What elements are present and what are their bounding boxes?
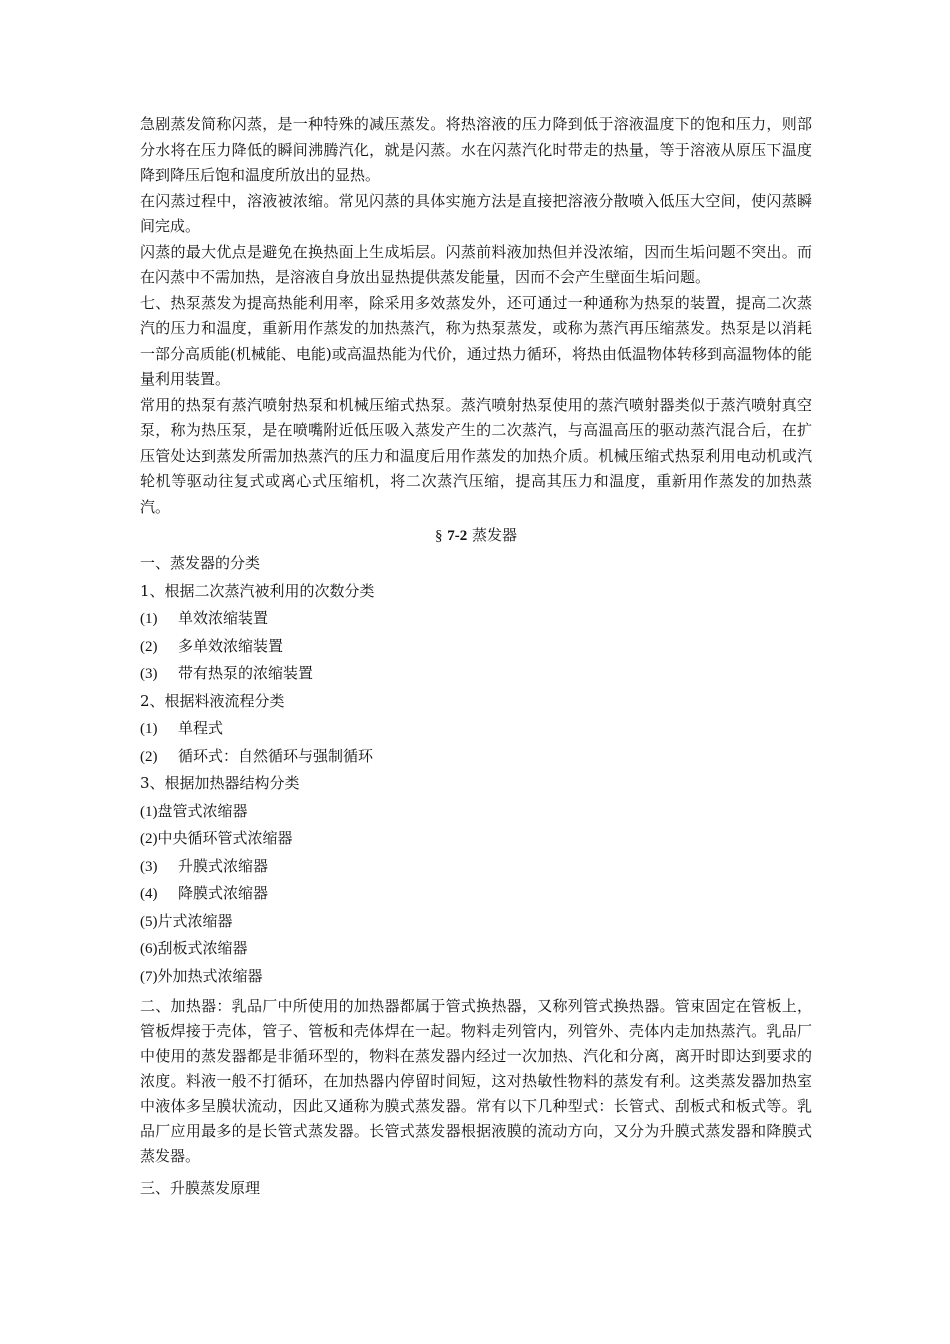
list-text: 中央循环管式浓缩器 <box>157 829 293 847</box>
list-item <box>140 660 812 688</box>
list-text: 升膜式浓缩器 <box>178 856 269 875</box>
paragraph-flash-concentration: 在闪蒸过程中，溶液被浓缩。常见闪蒸的具体实施方法是直接把溶液分散喷入低压大空间，使闪蒸瞬间完成。 <box>140 191 812 235</box>
list-number: (3) <box>140 666 158 682</box>
list-item <box>140 908 812 936</box>
list-text: 循环式：自然循环与强制循环 <box>178 746 374 765</box>
list-text: 单程式 <box>178 719 224 737</box>
paragraph-flash-advantage: 闪蒸的最大优点是避免在换热面上生成垢层。闪蒸前料液加热但并没浓缩，因而生垢问题不突出。而在闪蒸中不需加热，是溶液自身放出显热提供蒸发能量，因而不会产生壁面生垢问题。 <box>140 242 812 286</box>
list-text: 外加热式浓缩器 <box>157 966 263 985</box>
list-text: 盘管式浓缩器 <box>157 801 248 820</box>
list-number: (7) <box>140 968 158 985</box>
paragraph-heat-pump: 七、热泵蒸发为提高热能利用率，除采用多效蒸发外，还可通过一种通称为热泵的装置，提高二次蒸汽的压力和温度，重新用作蒸发的加热蒸汽，称为热泵蒸发，或称为蒸汽再压缩蒸发。热泵是以消耗一部分高质能(机械能、电能)或高温热能为代价，通过热力循环，将热由低温物体转移到高温物体的能量利用装置。 <box>140 293 812 388</box>
section-heading <box>140 520 812 550</box>
list-item <box>140 798 812 826</box>
list-number: (2) <box>140 638 158 655</box>
list-number: (1) <box>140 611 158 627</box>
list-number: (4) <box>140 886 158 902</box>
list-number: (2) <box>140 748 158 765</box>
list-number: (6) <box>140 941 158 957</box>
list-text: 刮板式浓缩器 <box>157 939 248 957</box>
section-number: 7-2 <box>447 528 468 544</box>
list-text: 多单效浓缩装置 <box>178 636 284 655</box>
list-item <box>140 963 812 991</box>
list-text: 单效浓缩装置 <box>178 609 269 627</box>
list-number: (2) <box>140 831 158 847</box>
list-item <box>140 880 812 908</box>
list-item <box>140 825 812 853</box>
list-text: 带有热泵的浓缩装置 <box>178 664 314 682</box>
heading-classification: 一、蒸发器的分类 <box>140 554 261 572</box>
list-item <box>140 715 812 743</box>
section-symbol: § <box>434 528 443 544</box>
subheading-by-structure: 3、根据加热器结构分类 <box>140 774 300 792</box>
section-title: 蒸发器 <box>472 526 518 544</box>
paragraph-heater: 二、加热器：乳品厂中所使用的加热器都属于管式换热器，又称列管式换热器。管束固定在管板上，管板焊接于壳体，管子、管板和壳体焊在一起。物料走列管内，列管外、壳体内走加热蒸汽。乳品厂中使用的蒸发器都是非循环型的，物料在蒸发器内经过一次加热、汽化和分离，离开时即达到要求的浓度。料液一般不打循环，在加热器内停留时间短，这对热敏性物料的蒸发有利。这类蒸发器加热室中液体多呈膜状流动，因此又通称为膜式蒸发器。常有以下几种型式：长管式、刮板式和板式等。乳品厂应用最多的是长管式蒸发器。长管式蒸发器根据液膜的流动方向，又分为升膜式蒸发器和降膜式蒸发器。 <box>140 997 812 1165</box>
paragraph-heat-pump-types: 常用的热泵有蒸汽喷射热泵和机械压缩式热泵。蒸汽喷射热泵使用的蒸汽喷射器类似于蒸汽喷射真空泵，称为热压泵，是在喷嘴附近低压吸入蒸发产生的二次蒸汽，与高温高压的驱动蒸汽混合后，在扩压管处达到蒸发所需加热蒸汽的压力和温度后用作蒸发的加热介质。机械压缩式热泵利用电动机或汽轮机等驱动往复式或离心式压缩机，将二次蒸汽压缩，提高其压力和温度，重新用作蒸发的加热蒸汽。 <box>140 395 812 516</box>
list-number: (3) <box>140 858 158 875</box>
heading-rising-film-principle: 三、升膜蒸发原理 <box>140 1179 261 1197</box>
list-text: 降膜式浓缩器 <box>178 884 269 902</box>
paragraph-flash-evaporation: 急剧蒸发简称闪蒸，是一种特殊的减压蒸发。将热溶液的压力降到低于溶液温度下的饱和压力，则部分水将在压力降低的瞬间沸腾汽化，就是闪蒸。水在闪蒸汽化时带走的热量，等于溶液从原压下温度降到降压后饱和温度所放出的显热。 <box>140 115 812 184</box>
subheading-by-flow: 2、根据料液流程分类 <box>140 691 285 710</box>
list-item <box>140 743 812 771</box>
list-item <box>140 853 812 881</box>
list-item <box>140 605 812 633</box>
list-item <box>140 633 812 661</box>
list-number: (1) <box>140 721 158 737</box>
list-number: (1) <box>140 803 158 820</box>
list-item <box>140 935 812 963</box>
document-page <box>140 112 812 1203</box>
subheading-by-steam-use: 1、根据二次蒸汽被利用的次数分类 <box>140 581 375 600</box>
list-text: 片式浓缩器 <box>157 911 233 930</box>
list-number: (5) <box>140 913 158 930</box>
